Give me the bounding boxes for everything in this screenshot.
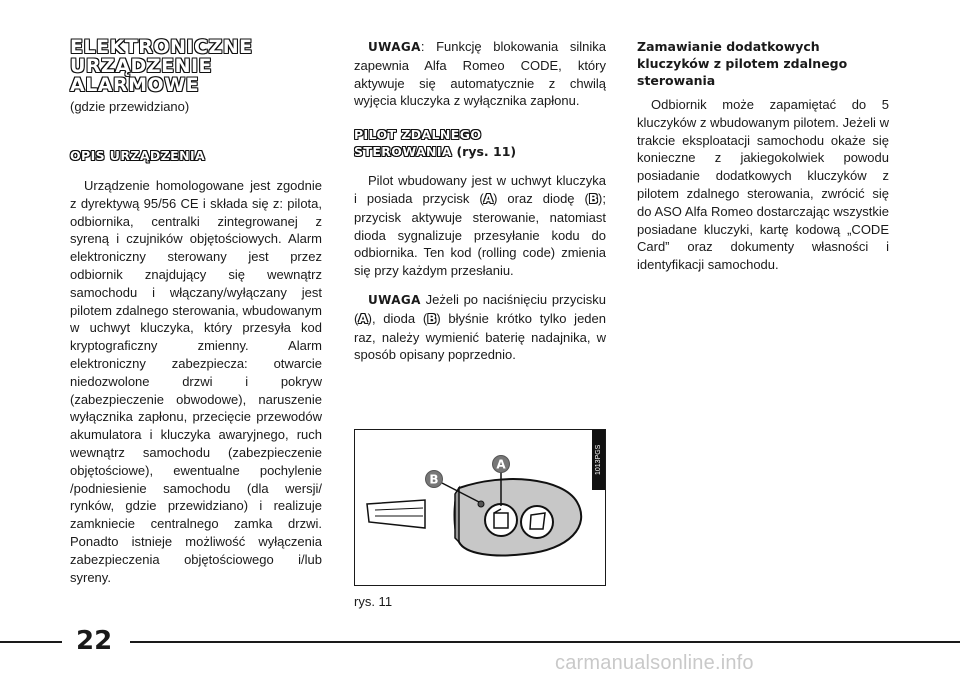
warning-1-text: : Funkcję blokowania silnika zapewnia Alfa Romeo CODE, który aktywuje się automatycznie z chwilą wyjęcia kluczyka z wyłącznika zapłonu.: [354, 39, 606, 109]
warning-1-label: UWAGA: [368, 40, 421, 54]
warning-2-label: UWAGA: [368, 292, 421, 307]
warning-2-label-b: B: [427, 311, 437, 326]
pilot-heading-ref: (rys. 11): [456, 144, 517, 160]
warning-2-text-3: ) błyśnie krótko tylko jeden raz, należy wymienić baterię nadajnika, w sposób opisany poprzednio.: [354, 310, 606, 363]
pilot-heading-line-2: STEROWANIA: [354, 144, 453, 160]
warning-2: [354, 291, 606, 364]
page-title: [70, 38, 322, 95]
warning-2-text-2: ), dioda (: [367, 310, 428, 326]
pilot-paragraph: [354, 172, 606, 280]
footer-rule-left: [0, 641, 62, 643]
figure-label-a: A: [496, 457, 506, 472]
pilot-text-3: ); przycisk aktywuje sterowanie, natomiast dioda sygnalizuje przesyłanie kodu do odbiornika. Ten kod (rolling code) zmienia się przy każdym przesłaniu.: [354, 190, 606, 279]
site-watermark: carmanualsonline.info: [555, 652, 754, 674]
pilot-label-a: A: [483, 191, 494, 206]
footer-rule-right: [130, 641, 960, 643]
ordering-keys-heading: Zamawianie dodatkowych kluczyków z pilotem zdalnego sterowania: [637, 39, 848, 88]
figure-label-b: B: [429, 472, 439, 487]
figure-code: 1013PGS: [592, 430, 605, 490]
figure-rys-11: [354, 429, 606, 586]
warning-2-label-a: A: [358, 311, 368, 326]
ordering-keys-paragraph: Odbiornik może zapamiętać do 5 kluczyków z wbudowanym pilotem. Jeżeli w trakcie eksploatacji samochodu okaże się konieczne z jakiegokolwiek powodu posiadanie dodatkowych kluczyków z pilotem zdalnego sterowania, zwrócić się do ASO Alfa Romeo dostarczając wszystkie posiadane kluczyki, kartę kodową „CODE Card” oraz dokumenty własności i identyfikacji samochodu.: [637, 97, 889, 273]
pilot-text-2: ) oraz diodę (: [493, 190, 589, 206]
pilot-text-1: Pilot wbudowany jest w uchwyt kluczyka i posiada przycisk (: [354, 173, 606, 206]
title-line-3: ALARMOWE: [70, 74, 200, 96]
warning-1: [354, 38, 606, 110]
title-line-1: ELEKTRONICZNE: [70, 36, 253, 58]
key-fob-illustration: [355, 430, 604, 584]
pilot-heading-line-1: PILOT ZDALNEGO: [354, 127, 482, 143]
opis-paragraph: Urządzenie homologowane jest zgodnie z dyrektywą 95/56 CE i składa się z: pilota, odbiornika, centralki zintegrowanej z syreną i czujników objętościowych. Alarm elektroniczny sterowany jest przez odbiornik znajdujący się wewnątrz samochodu i włączany/wyłączany jest pilotem zdalnego sterowania, wbudowanym w uchwyt kluczyka, który przesyła kod kryptograficzny zmienny. Alarm elektroniczny zabezpiecza: otwarcie niedozwolone drzwi i pokryw (zabezpieczenie obwodowe), naruszenie wyłącznika zapłonu, przecięcie przewodów akumulatora i kluczyka awaryjnego, ruch wewnątrz samochodu (zabezpieczenie objętościowe), ewentualne pochylenie /podniesienie samochodu (dla wersji/ rynków, gdzie przewidziano) i realizuje zamkniecie centralnego zamka drzwi. Ponadto istnieje możliwość wyłączenia zabezpieczenia objętościowego i/lub syreny.: [70, 178, 322, 585]
warning-2-text-1: Jeżeli po naciśnięciu przycisku (: [354, 291, 606, 326]
pilot-heading: [354, 127, 606, 161]
figure-caption: rys. 11: [354, 594, 393, 609]
column-1: [70, 38, 322, 586]
title-line-2: URZĄDZENIE: [70, 55, 213, 77]
column-3: [637, 38, 889, 274]
pilot-label-b: B: [588, 191, 599, 206]
title-subtitle: (gdzie przewidziano): [70, 99, 190, 114]
section-heading-opis: OPIS URZĄDZENIA: [70, 148, 206, 163]
column-2: [354, 38, 606, 364]
page-number: 22: [76, 626, 113, 656]
